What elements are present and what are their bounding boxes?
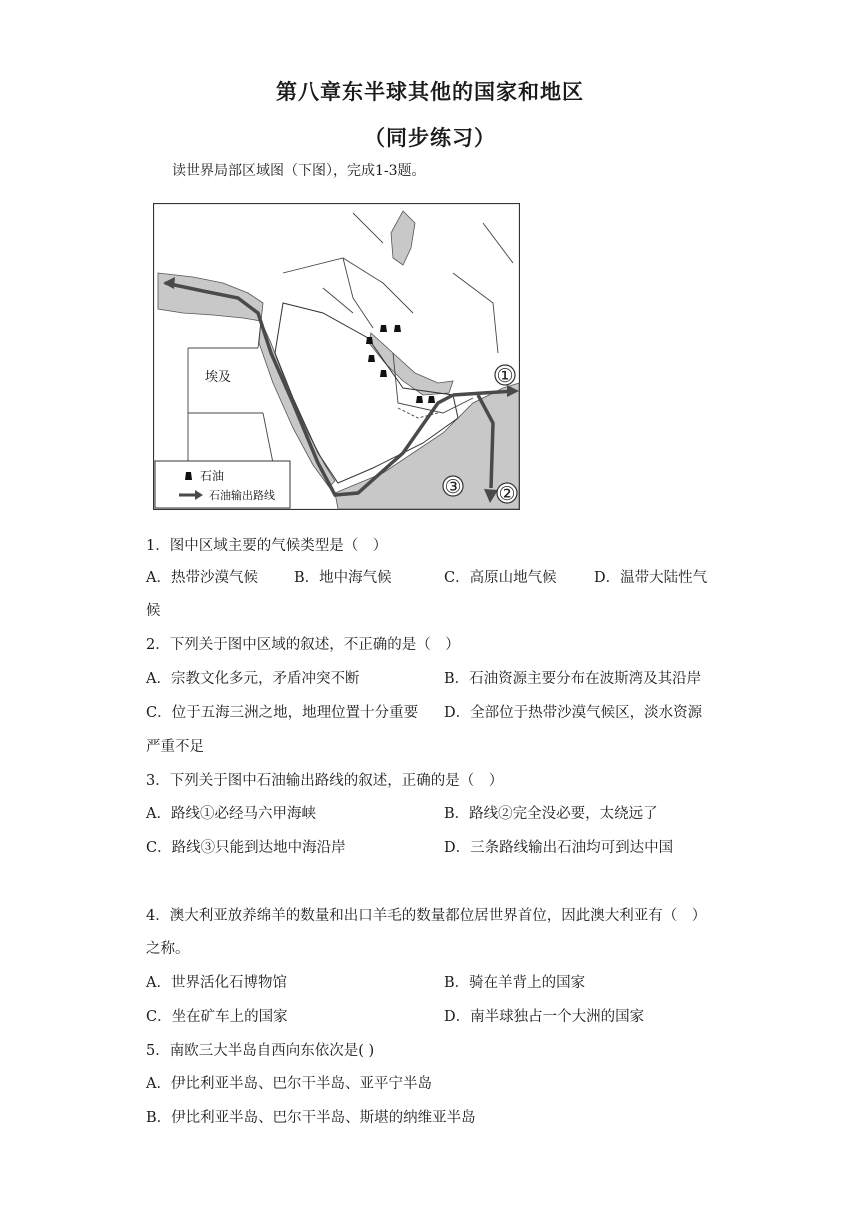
question-3-option-a[interactable]: A．路线①必经马六甲海峡 [146, 806, 316, 822]
question-4-option-a[interactable]: A．世界活化石博物馆 [146, 975, 287, 991]
question-1-stem: 1．图中区域主要的气候类型是（ ） [146, 538, 388, 554]
question-1-option-c[interactable]: C．高原山地气候 [444, 570, 557, 586]
route-3-label: ③ [444, 476, 462, 498]
question-3-option-b[interactable]: B．路线②完全没必要，太绕远了 [444, 806, 658, 822]
question-1-option-a[interactable]: A．热带沙漠气候 [146, 570, 258, 586]
question-4-option-d[interactable]: D．南半球独占一个大洲的国家 [444, 1009, 645, 1025]
question-2-option-d-wrap: 严重不足 [146, 739, 204, 755]
page-title: 第八章东半球其他的国家和地区 [276, 80, 584, 104]
question-3-stem: 3．下列关于图中石油输出路线的叙述，正确的是（ ） [146, 773, 504, 789]
question-2-option-b[interactable]: B．石油资源主要分布在波斯湾及其沿岸 [444, 671, 702, 687]
question-2-option-c[interactable]: C．位于五海三洲之地，地理位置十分重要 [146, 705, 419, 721]
egypt-label: 埃及 [205, 370, 232, 385]
question-3-option-d[interactable]: D．三条路线输出石油均可到达中国 [444, 840, 674, 856]
legend-oil-label: 石油 [200, 469, 225, 483]
question-1-option-d-wrap: 候 [146, 603, 161, 619]
question-3-option-c[interactable]: C．路线③只能到达地中海沿岸 [146, 840, 346, 856]
map-intro: 读世界局部区域图（下图），完成1-3题。 [172, 163, 426, 179]
question-2-stem: 2．下列关于图中区域的叙述，不正确的是（ ） [146, 637, 460, 653]
legend-route-label: 石油输出路线 [209, 489, 275, 502]
route-2-label: ② [498, 483, 516, 505]
question-4-stem: 4．澳大利亚放养绵羊的数量和出口羊毛的数量都位居世界首位，因此澳大利亚有（ ） [146, 908, 707, 924]
question-1-option-b[interactable]: B．地中海气候 [294, 570, 392, 586]
page-subtitle: （同步练习） [364, 126, 496, 150]
question-2-option-d[interactable]: D．全部位于热带沙漠气候区，淡水资源 [444, 705, 703, 721]
oil-well-icon [185, 472, 192, 480]
question-5-stem: 5．南欧三大半岛自西向东依次是( ) [146, 1043, 375, 1059]
question-1-option-d[interactable]: D．温带大陆性气 [594, 570, 708, 586]
question-5-option-a[interactable]: A．伊比利亚半岛、巴尔干半岛、亚平宁半岛 [146, 1076, 432, 1092]
route-1-label: ① [496, 365, 514, 387]
question-5-option-b[interactable]: B．伊比利亚半岛、巴尔干半岛、斯堪的纳维亚半岛 [146, 1110, 476, 1126]
question-4-option-c[interactable]: C．坐在矿车上的国家 [146, 1009, 288, 1025]
question-4-stem-wrap: 之称。 [146, 941, 190, 957]
question-4-option-b[interactable]: B．骑在羊背上的国家 [444, 975, 586, 991]
middle-east-map [153, 203, 520, 510]
question-2-option-a[interactable]: A．宗教文化多元，矛盾冲突不断 [146, 671, 360, 687]
